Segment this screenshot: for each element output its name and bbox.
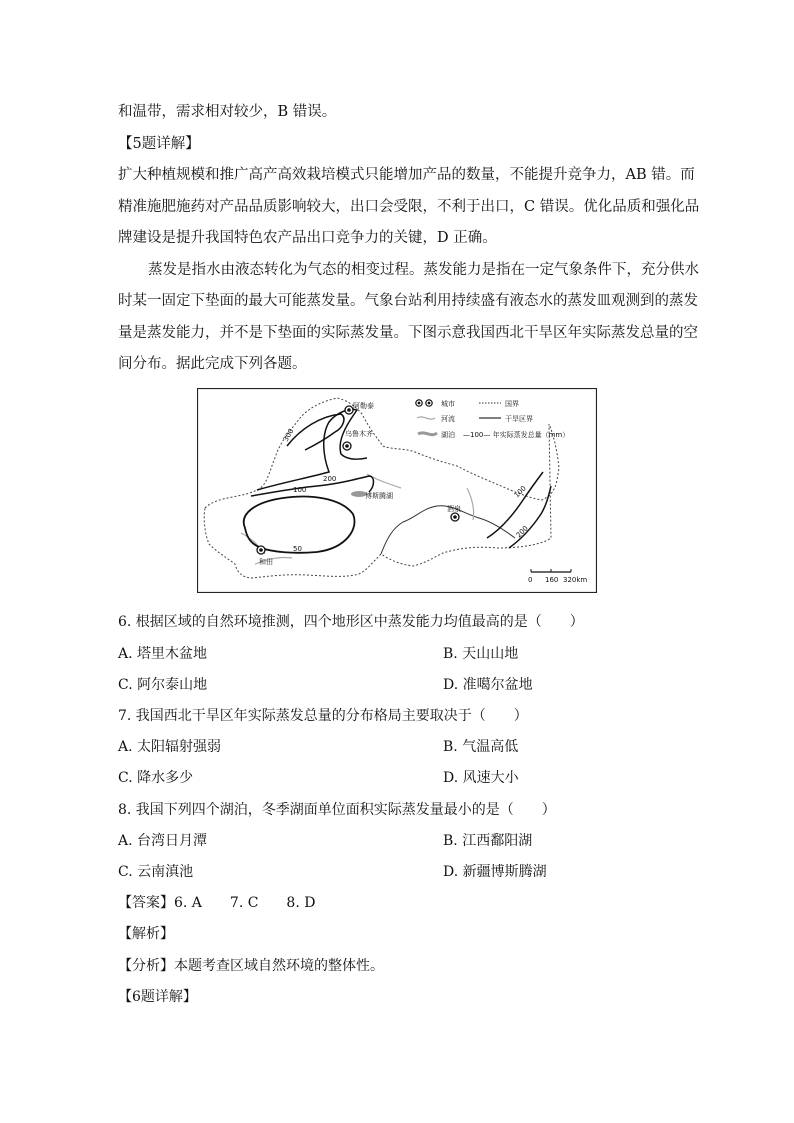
section-heading: 【6题详解】 xyxy=(118,989,197,1005)
lake-symbol-icon xyxy=(418,433,437,435)
isoline-label: 300 xyxy=(281,427,296,443)
evaporation-map xyxy=(197,388,597,593)
option-a: A. 台湾日月潭 xyxy=(118,833,208,849)
isoline-label: 200 xyxy=(514,524,530,540)
isoline-label: 50 xyxy=(293,545,302,553)
option-c: C. 降水多少 xyxy=(118,770,194,786)
place-label-urumqi: 乌鲁木齐 xyxy=(345,430,373,438)
scale-label: 160 xyxy=(545,576,559,584)
option-c: C. 阿尔泰山地 xyxy=(118,677,208,693)
place-label-hotan: 和田 xyxy=(259,558,273,566)
section-heading: 【5题详解】 xyxy=(118,136,200,152)
option-d: D. 风速大小 xyxy=(443,770,519,786)
analysis-line: 【分析】本题考查区域自然环境的整体性。 xyxy=(118,958,384,974)
legend-isoline: —100— 年实际蒸发总量（mm） xyxy=(463,431,570,439)
question-stem: 6. 根据区域的自然环境推测，四个地形区中蒸发能力均值最高的是（ ） xyxy=(118,614,584,630)
paragraph-line: 和温带，需求相对较少，B 错误。 xyxy=(118,104,337,120)
question-stem: 8. 我国下列四个湖泊，冬季湖面单位面积实际蒸发量最小的是（ ） xyxy=(118,802,556,818)
isoline-label: 100 xyxy=(512,484,528,500)
paragraph-line: 牌建设是提升我国特色农产品出口竞争力的关键，D 正确。 xyxy=(118,230,497,246)
legend-border: 国界 xyxy=(505,400,519,408)
answer-line: 【答案】6. A 7. C 8. D xyxy=(118,895,316,911)
legend-arid-boundary: 干旱区界 xyxy=(505,415,533,423)
legend-river: 河流 xyxy=(441,415,455,423)
scale-label: 320km xyxy=(563,576,588,584)
option-d: D. 准噶尔盆地 xyxy=(443,677,533,693)
option-b: B. 天山山地 xyxy=(443,646,519,662)
legend-city: 城市 xyxy=(441,400,455,408)
option-c: C. 云南滇池 xyxy=(118,864,194,880)
legend-lake: 湖泊 xyxy=(441,431,455,439)
option-b: B. 气温高低 xyxy=(443,739,519,755)
paragraph-line: 精准施肥施药对产品品质影响较大，出口会受限，不利于出口，C 错误。优化品质和强化品 xyxy=(118,199,700,215)
paragraph-line: 量是蒸发能力，并不是下垫面的实际蒸发量。下图示意我国西北干旱区年实际蒸发总量的空 xyxy=(118,325,698,341)
place-label-bosten: 博斯腾湖 xyxy=(365,492,393,500)
question-stem: 7. 我国西北干旱区年实际蒸发总量的分布格局主要取决于（ ） xyxy=(118,708,528,724)
place-label-jiuquan: 酒泉 xyxy=(447,505,461,513)
paragraph-line: 时某一固定下垫面的最大可能蒸发量。气象台站利用持续盛有液态水的蒸发皿观测到的蒸发 xyxy=(118,293,698,309)
isoline-label: 200 xyxy=(323,475,337,483)
place-label-altay: 阿勒泰 xyxy=(353,402,374,410)
option-d: D. 新疆博斯腾湖 xyxy=(443,864,547,880)
paragraph-line: 扩大种植规模和推广高产高效栽培模式只能增加产品的数量，不能提升竞争力，AB 错。而 xyxy=(118,167,695,183)
paragraph-line: 蒸发是指水由液态转化为气态的相变过程。蒸发能力是指在一定气象条件下，充分供水 xyxy=(148,262,699,278)
isoline-label: 100 xyxy=(293,486,307,494)
paragraph-line: 间分布。据此完成下列各题。 xyxy=(118,356,307,372)
option-a: A. 太阳辐射强弱 xyxy=(118,739,222,755)
option-b: B. 江西鄱阳湖 xyxy=(443,833,533,849)
option-a: A. 塔里木盆地 xyxy=(118,646,208,662)
scale-label: 0 xyxy=(528,576,533,584)
analysis-heading: 【解析】 xyxy=(118,926,174,942)
